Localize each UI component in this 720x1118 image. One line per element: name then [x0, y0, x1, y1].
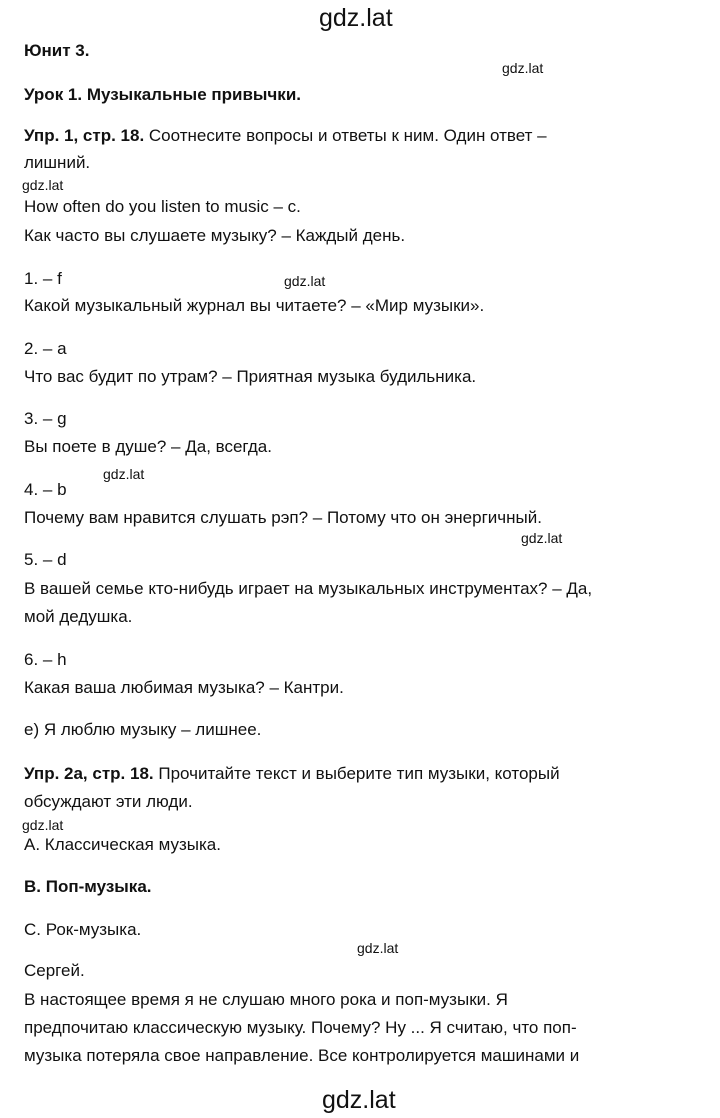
- answer-text: Вы поете в душе? – Да, всегда.: [24, 437, 272, 456]
- watermark: gdz.lat: [284, 273, 326, 289]
- watermark: gdz.lat: [103, 466, 145, 482]
- exercise-2a-instruction-cont: обсуждают эти люди.: [24, 792, 193, 811]
- option-b: B. Поп-музыка.: [24, 877, 152, 896]
- watermark: gdz.lat: [319, 4, 393, 32]
- watermark: gdz.lat: [521, 530, 563, 546]
- answer-text-cont: мой дедушка.: [24, 607, 133, 626]
- paragraph-line: музыка потеряла свое направление. Все контролируется машинами и: [24, 1046, 580, 1065]
- watermark: gdz.lat: [22, 817, 64, 833]
- exercise-1-heading: [24, 125, 547, 147]
- answer-text: В вашей семье кто-нибудь играет на музыкальных инструментах? – Да,: [24, 579, 593, 598]
- watermark: gdz.lat: [22, 177, 64, 193]
- answer-text: Что вас будит по утрам? – Приятная музыка будильника.: [24, 367, 477, 386]
- answer-text: Почему вам нравится слушать рэп? – Потому что он энергичный.: [24, 508, 542, 527]
- option-c: C. Рок-музыка.: [24, 920, 142, 939]
- example-russian: Как часто вы слушаете музыку? – Каждый день.: [24, 226, 406, 245]
- exercise-2a-instruction: Прочитайте текст и выберите тип музыки, который: [153, 764, 560, 783]
- exercise-2a-heading: [24, 763, 560, 785]
- exercise-1-instruction-cont: лишний.: [24, 153, 91, 172]
- exercise-1-label: Упр. 1, стр. 18.: [24, 126, 145, 145]
- answer-number: 1. – f: [24, 269, 62, 288]
- answer-text: Какой музыкальный журнал вы читаете? – «Мир музыки».: [24, 296, 485, 315]
- watermark: gdz.lat: [322, 1086, 396, 1114]
- answer-number: 4. – b: [24, 480, 67, 499]
- answer-number: 5. – d: [24, 550, 67, 569]
- extra-answer: e) Я люблю музыку – лишнее.: [24, 720, 262, 739]
- watermark: gdz.lat: [502, 60, 544, 76]
- unit-title: Юнит 3.: [24, 41, 90, 60]
- lesson-title: Урок 1. Музыкальные привычки.: [24, 85, 301, 104]
- answer-number: 6. – h: [24, 650, 67, 669]
- exercise-2a-label: Упр. 2а, стр. 18.: [24, 764, 154, 783]
- paragraph-line: предпочитаю классическую музыку. Почему? Ну ... Я считаю, что поп-: [24, 1018, 577, 1037]
- example-english: How often do you listen to music – c.: [24, 197, 301, 216]
- paragraph-line: В настоящее время я не слушаю много рока и поп-музыки. Я: [24, 990, 508, 1009]
- watermark: gdz.lat: [357, 940, 399, 956]
- exercise-1-instruction: Соотнесите вопросы и ответы к ним. Один ответ –: [144, 126, 547, 145]
- option-a: A. Классическая музыка.: [24, 835, 221, 854]
- speaker-name: Сергей.: [24, 961, 85, 980]
- answer-number: 2. – a: [24, 339, 67, 358]
- answer-text: Какая ваша любимая музыка? – Кантри.: [24, 678, 344, 697]
- answer-number: 3. – g: [24, 409, 67, 428]
